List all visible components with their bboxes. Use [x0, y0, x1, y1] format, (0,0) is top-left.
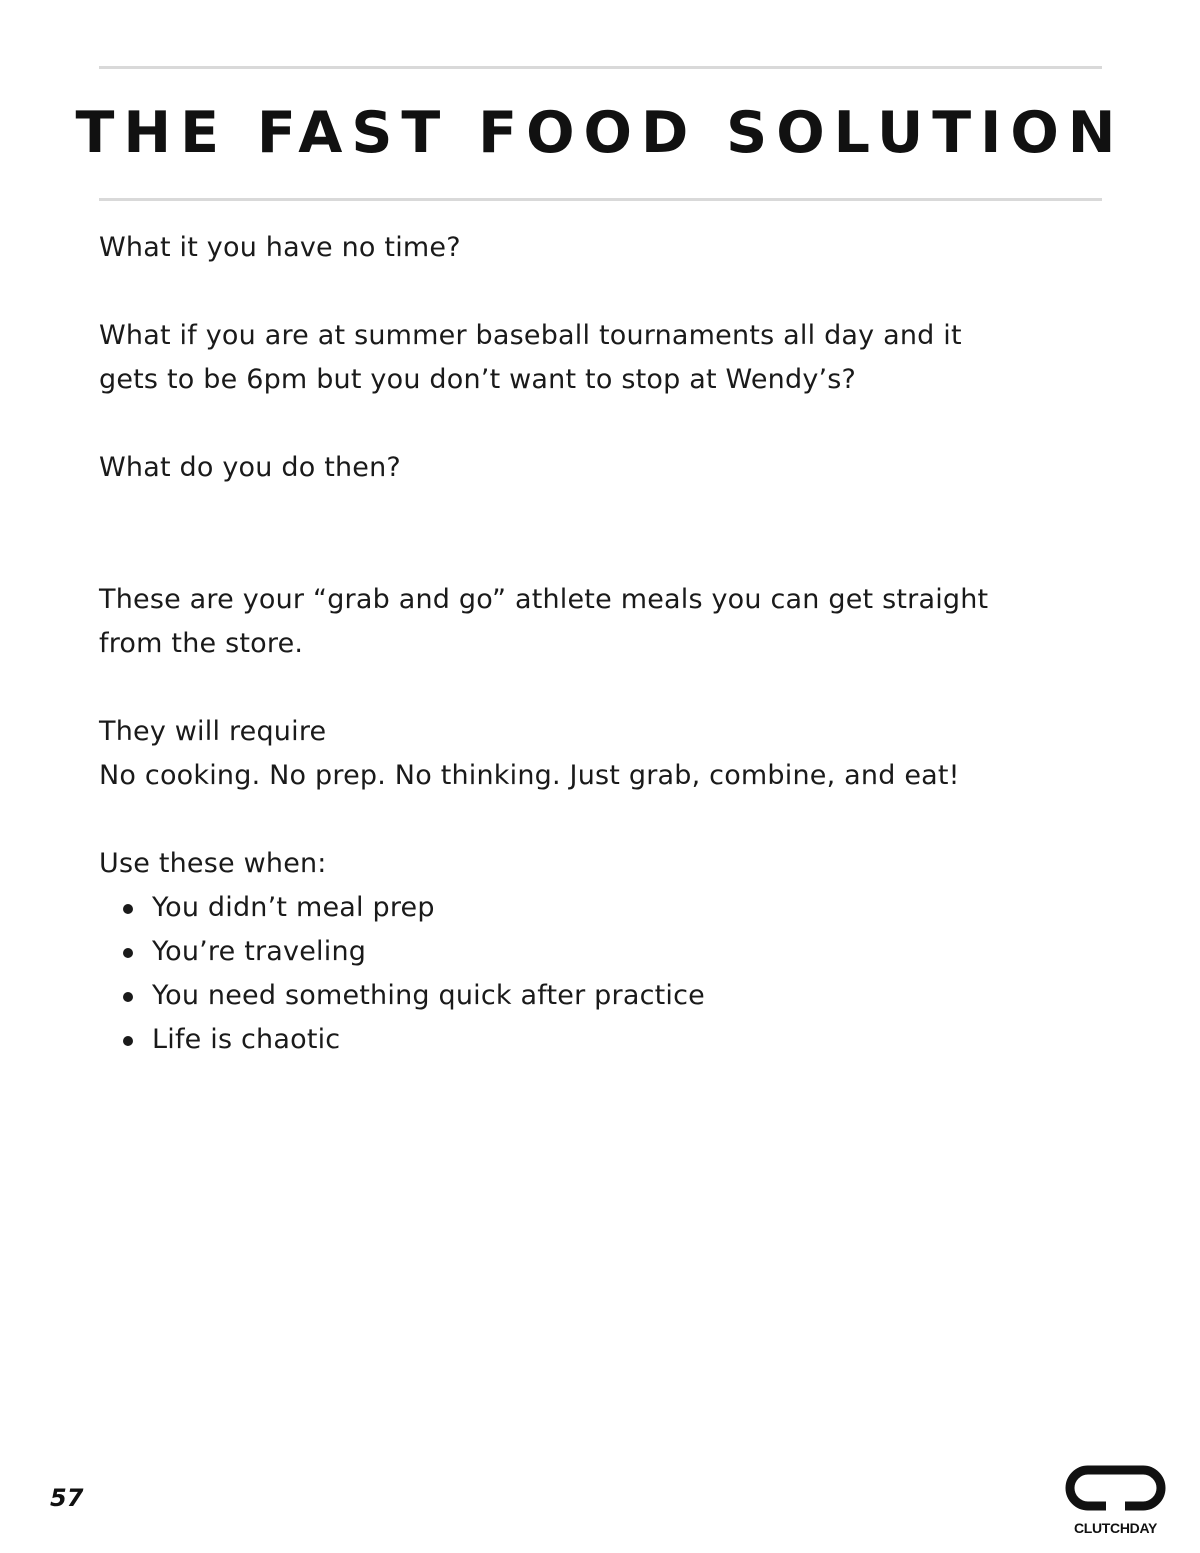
grab-and-go-line-1: These are your “grab and go” athlete meals you can get straight: [99, 584, 989, 615]
brand-name: CLUTCHDAY: [1073, 1520, 1158, 1536]
grab-and-go-line-2: from the store.: [99, 628, 304, 659]
requirement-line-1: They will require: [99, 716, 327, 747]
title-divider: [99, 198, 1102, 201]
bullet-icon: [123, 1036, 133, 1046]
list-item: [99, 1018, 1109, 1062]
follow-up-question: What do you do then?: [99, 452, 401, 483]
list-item: [99, 886, 1109, 930]
page-number: 57: [50, 1484, 84, 1512]
intro-question: What it you have no time?: [99, 232, 461, 263]
list-item-text: You’re traveling: [152, 936, 367, 967]
list-item-text: Life is chaotic: [152, 1024, 341, 1055]
body-content: [99, 226, 1109, 1062]
bullet-icon: [123, 992, 133, 1002]
requirement-line-2: No cooking. No prep. No thinking. Just grab, combine, and eat!: [99, 760, 960, 791]
list-item: [99, 930, 1109, 974]
list-item-text: You didn’t meal prep: [152, 892, 435, 923]
bullet-icon: [123, 948, 133, 958]
list-item: [99, 974, 1109, 1018]
chain-link-icon: [1062, 1462, 1169, 1514]
scenario-line-1: What if you are at summer baseball tournaments all day and it: [99, 320, 962, 351]
top-divider: [99, 66, 1102, 69]
use-when-heading: Use these when:: [99, 848, 327, 879]
scenario-line-2: gets to be 6pm but you don’t want to stop at Wendy’s?: [99, 364, 857, 395]
list-item-text: You need something quick after practice: [152, 980, 705, 1011]
page-title: THE FAST FOOD SOLUTION: [75, 100, 1125, 166]
bullet-icon: [123, 904, 133, 914]
use-when-list: [99, 886, 1109, 1062]
brand-logo: [1058, 1462, 1173, 1542]
